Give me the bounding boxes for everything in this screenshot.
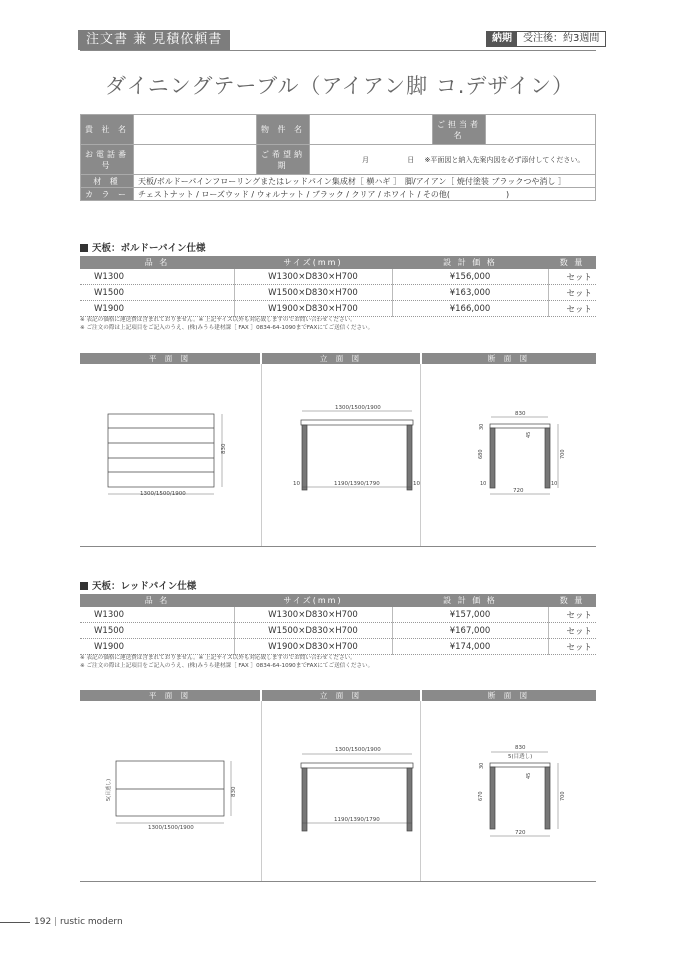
row-qty[interactable]: セット	[548, 285, 596, 301]
row-price: ¥156,000	[392, 269, 548, 285]
date-note: ※平面図と納入先案内図を必ず添付してください。	[424, 155, 585, 164]
price-table-redpine	[80, 594, 596, 655]
section2-heading-text: 天板：レッドパイン仕様	[92, 581, 197, 592]
note-line: ※ ご注文の際は上記項目をご記入のうえ、(株)みうら建材課［ FAX ］0834-64-1090までFAXにてご送信ください。	[80, 325, 374, 331]
section-height-dim: 700	[560, 449, 566, 459]
order-form	[80, 114, 596, 201]
material-label: 材 種	[81, 175, 134, 188]
note-line: ※ 表記の価格に運送費は含まれておりません。※ 上記サイズ以外も対応致しますのでお問い合わせください。	[80, 655, 356, 661]
section-inner-dim: 720	[513, 488, 524, 494]
plan-width-dim: 1300/1500/1900	[140, 491, 186, 497]
square-bullet-icon	[80, 582, 88, 590]
col-size: サイズ(mm)	[234, 594, 392, 607]
section-depth-dim: 830	[515, 411, 526, 417]
header-rule	[80, 50, 596, 51]
property-label: 物 件 名	[257, 115, 310, 145]
notes-1	[80, 316, 373, 332]
row-name: W1900	[80, 639, 234, 655]
row-name: W1900	[80, 301, 234, 317]
section2-heading	[80, 578, 196, 592]
page-footer: 192 | rustic modern	[34, 917, 123, 927]
section-top-thick: 30	[479, 423, 485, 430]
table-drawings-svg-1	[80, 364, 596, 546]
notes-2	[80, 654, 373, 670]
section-frame-dim: 45	[526, 431, 532, 438]
section-height-dim: 700	[560, 791, 566, 801]
plan-depth-dim: 830	[231, 786, 237, 797]
section-inner-dim: 720	[515, 830, 526, 836]
row-price: ¥174,000	[392, 639, 548, 655]
table-row	[80, 269, 596, 285]
page-number: 192	[34, 917, 52, 927]
note-line: ※ 表記の価格に運送費は含まれておりません。※ 上記サイズ以外も対応致しますのでお問い合わせください。	[80, 317, 356, 323]
row-qty[interactable]: セット	[548, 607, 596, 623]
col-name: 品 名	[80, 594, 234, 607]
price-table-bordeaux	[80, 256, 596, 317]
section-leg-offset-r: 10	[551, 481, 558, 487]
series-name: rustic modern	[59, 917, 123, 927]
plan-width-dim: 1300/1500/1900	[148, 825, 194, 831]
company-label: 貴 社 名	[81, 115, 134, 145]
row-qty[interactable]: セット	[548, 639, 596, 655]
col-price: 設 計 価 格	[392, 256, 548, 269]
row-price: ¥166,000	[392, 301, 548, 317]
section-leg-height: 670	[478, 791, 484, 801]
section-top-thick: 30	[479, 762, 485, 769]
color-value: チェストナット / ローズウッド / ウォルナット / ブラック / クリア / ホワイト / その他( )	[134, 188, 596, 201]
elev-leg-offset-r: 10	[413, 481, 420, 487]
drawing-panel-1	[80, 353, 596, 547]
col-name: 品 名	[80, 256, 234, 269]
page-title: ダイニングテーブル（アイアン脚 コ.デザイン）	[105, 74, 574, 98]
section-depth-dim: 830	[515, 745, 526, 751]
section-leg-height: 680	[478, 449, 484, 459]
elev-width-dim: 1300/1500/1900	[335, 405, 381, 411]
row-name: W1500	[80, 285, 234, 301]
row-size: W1900×D830×H700	[234, 301, 392, 317]
row-price: ¥163,000	[392, 285, 548, 301]
col-qty: 数 量	[548, 594, 596, 607]
color-label: カ ラ ー	[81, 188, 134, 201]
row-price: ¥157,000	[392, 607, 548, 623]
row-qty[interactable]: セット	[548, 623, 596, 639]
section-frame-dim: 45	[526, 772, 532, 779]
phone-field[interactable]	[134, 145, 257, 175]
table-row	[80, 639, 596, 655]
row-size: W1500×D830×H700	[234, 623, 392, 639]
elev-inner-dim: 1190/1390/1790	[334, 481, 380, 487]
plan-view-header: 平 面 図	[80, 353, 260, 364]
row-price: ¥167,000	[392, 623, 548, 639]
note-line: ※ ご注文の際は上記項目をご記入のうえ、(株)みうら建材課［ FAX ］0834-64-1090までFAXにてご送信ください。	[80, 663, 374, 669]
table-row	[80, 285, 596, 301]
col-size: サイズ(mm)	[234, 256, 392, 269]
plan-view-header: 平 面 図	[80, 690, 260, 701]
table-row	[80, 623, 596, 639]
elevation-view-header: 立 面 図	[262, 690, 420, 701]
drawing-panel-2	[80, 690, 596, 882]
section1-heading	[80, 240, 206, 254]
delivery-label: 納期	[487, 32, 517, 46]
row-qty[interactable]: セット	[548, 301, 596, 317]
company-field[interactable]	[134, 115, 257, 145]
contact-field[interactable]	[486, 115, 596, 145]
plan-slit-dim: 5(目透し)	[106, 778, 112, 801]
row-size: W1300×D830×H700	[234, 607, 392, 623]
phone-label: お電話番号	[81, 145, 134, 175]
row-size: W1300×D830×H700	[234, 269, 392, 285]
square-bullet-icon	[80, 244, 88, 252]
table-drawings-svg-2	[80, 701, 596, 881]
row-qty[interactable]: セット	[548, 269, 596, 285]
delivery-value: 受注後：約3週間	[523, 33, 600, 44]
section-leg-offset-l: 10	[480, 481, 487, 487]
row-size: W1900×D830×H700	[234, 639, 392, 655]
month-label: 月	[362, 155, 369, 164]
elev-inner-dim: 1190/1390/1790	[334, 817, 380, 823]
date-field[interactable]	[310, 145, 596, 175]
elevation-view-header: 立 面 図	[262, 353, 420, 364]
elev-width-dim: 1300/1500/1900	[335, 747, 381, 753]
table-row	[80, 301, 596, 317]
row-name: W1300	[80, 269, 234, 285]
col-price: 設 計 価 格	[392, 594, 548, 607]
col-qty: 数 量	[548, 256, 596, 269]
section-slit-dim: 5(目透し)	[508, 754, 533, 760]
row-name: W1500	[80, 623, 234, 639]
section1-heading-text: 天板：ボルドーパイン仕様	[92, 243, 206, 254]
property-field[interactable]	[310, 115, 433, 145]
date-label: ご希望納期	[257, 145, 310, 175]
document-type-tag: 注文書 兼 見積依頼書	[78, 30, 230, 50]
row-name: W1300	[80, 607, 234, 623]
row-size: W1500×D830×H700	[234, 285, 392, 301]
table-row	[80, 607, 596, 623]
footer-rule	[0, 922, 30, 923]
elev-leg-offset-l: 10	[293, 481, 300, 487]
plan-depth-dim: 830	[221, 443, 227, 454]
delivery-badge	[486, 31, 606, 47]
contact-label: ご担当者名	[433, 115, 486, 145]
section-view-header: 断 面 図	[422, 690, 596, 701]
day-label: 日	[407, 155, 415, 164]
section-view-header: 断 面 図	[422, 353, 596, 364]
material-value: 天板/ボルドーパインフローリングまたはレッドパイン集成材［ 横ハギ ］ 脚/アイアン［ 焼付塗装 ブラックつや消し ］	[134, 175, 596, 188]
